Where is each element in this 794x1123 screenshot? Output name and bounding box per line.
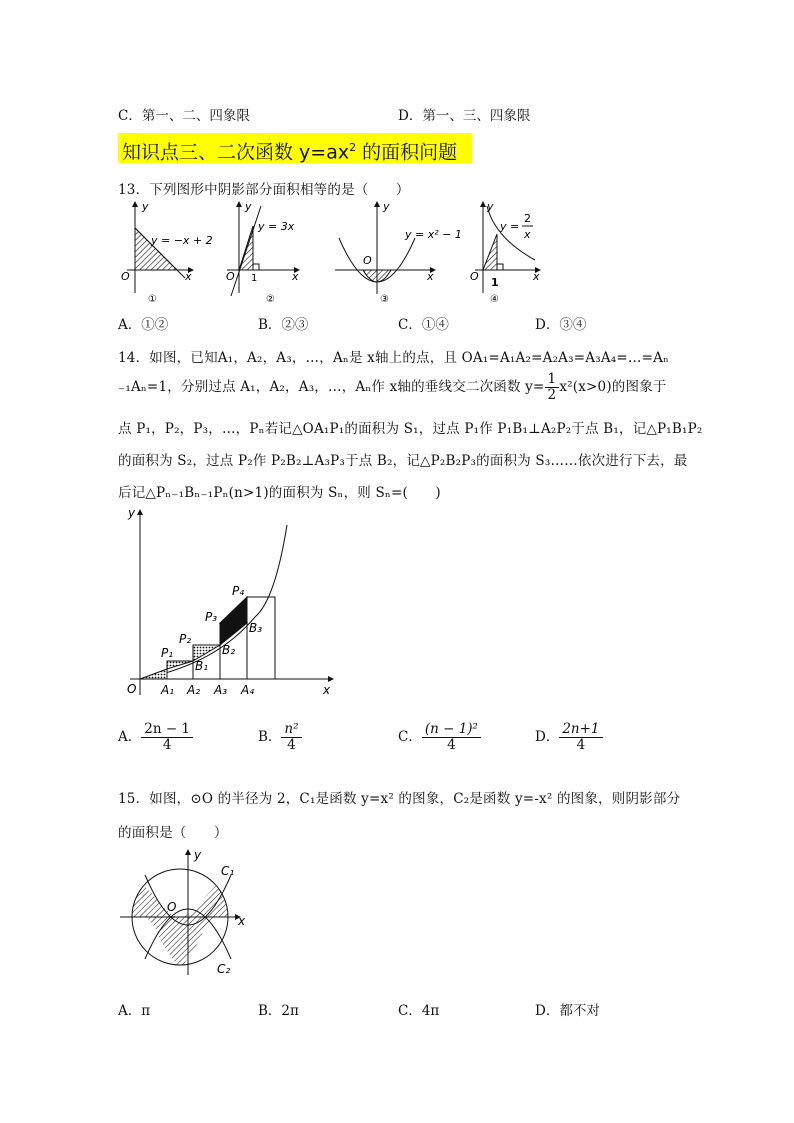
q13-stem: 13．下列图形中阴影部分面积相等的是（ ） bbox=[118, 182, 410, 198]
q13-fig3 bbox=[335, 200, 462, 305]
fig1-number: ① bbox=[148, 294, 157, 305]
q15-line2: 的面积是（ ） bbox=[118, 825, 228, 841]
svg-text:C₁: C₁ bbox=[221, 864, 235, 878]
svg-text:O: O bbox=[470, 270, 479, 283]
q14-line2: ₋₁Aₙ=1，分别过点 A₁，A₂，A₃，…，Aₙ作 x轴的垂线交二次函数 y= $\frac{1}{2}$ x²(x>0)的图象于 bbox=[118, 371, 667, 403]
fig1-origin-label: O bbox=[121, 270, 130, 283]
q13-fig4 bbox=[470, 200, 540, 305]
fig1-x-label: x bbox=[185, 270, 192, 283]
svg-text:x: x bbox=[427, 270, 434, 283]
svg-text:y: y bbox=[194, 848, 202, 862]
q14-figure bbox=[115, 505, 340, 700]
q12-option-c: C．第一、二、四象限 bbox=[118, 108, 250, 124]
svg-text:P₁: P₁ bbox=[161, 646, 174, 660]
svg-text:P₃: P₃ bbox=[205, 610, 218, 624]
fig1-y-label: y bbox=[142, 200, 149, 213]
svg-text:x: x bbox=[292, 270, 299, 283]
svg-text:x: x bbox=[533, 270, 540, 283]
svg-text:C₂: C₂ bbox=[217, 962, 231, 976]
svg-text:P₄: P₄ bbox=[232, 584, 245, 598]
q14-line1: 14．如图，已知A₁，A₂，A₃，…，Aₙ是 x轴上的点，且 OA₁=A₁A₂=A₂A₃=A₃A₄=…=Aₙ bbox=[118, 350, 670, 366]
q13-option-a: A．①② bbox=[118, 317, 169, 333]
svg-text:O: O bbox=[363, 254, 372, 267]
q13-fig1 bbox=[121, 200, 213, 305]
q14-option-c: C． $\frac{\text{(n − 1)²}}{4}$ bbox=[398, 722, 481, 753]
svg-text:y =: y = bbox=[500, 220, 520, 233]
fig2-tick-1: 1 bbox=[251, 273, 258, 284]
q14-line4: 的面积为 S₂，过点 P₂作 P₂B₂⊥A₃P₃于点 B₂，记△P₂B₂P₃的面积为 S₃……依次进行下去，最 bbox=[118, 453, 688, 469]
fig4-tick-1: 1 bbox=[491, 276, 499, 289]
svg-text:A₁: A₁ bbox=[161, 683, 175, 697]
svg-text:2: 2 bbox=[524, 212, 531, 225]
svg-text:B₁: B₁ bbox=[195, 659, 209, 673]
fig2-number: ② bbox=[266, 294, 275, 305]
svg-text:O: O bbox=[226, 270, 235, 283]
q13-fig2 bbox=[226, 200, 299, 305]
q13-option-b: B．②③ bbox=[258, 317, 309, 333]
svg-text:x: x bbox=[524, 228, 531, 241]
svg-text:y: y bbox=[487, 200, 494, 213]
q14-option-b: B． $\frac{\text{n²}}{4}$ bbox=[258, 722, 302, 753]
svg-text:y: y bbox=[383, 200, 390, 213]
q12-option-d: D．第一、三、四象限 bbox=[398, 108, 531, 124]
svg-text:O: O bbox=[167, 900, 177, 914]
q14-line5: 后记△Pₙ₋₁Bₙ₋₁Pₙ(n>1)的面积为 Sₙ，则 Sₙ=( ) bbox=[118, 485, 441, 501]
fig3-number: ③ bbox=[380, 294, 389, 305]
svg-text:y: y bbox=[245, 200, 252, 213]
svg-text:A₄: A₄ bbox=[241, 683, 255, 697]
fig3-equation: y = x² − 1 bbox=[405, 228, 462, 241]
q15-option-a: A．π bbox=[118, 1003, 151, 1019]
q15-figure bbox=[115, 845, 255, 980]
q14-option-d: D． $\frac{2n+1}{4}$ bbox=[535, 722, 603, 753]
q13-option-c: C．①④ bbox=[398, 317, 449, 333]
svg-text:A₂: A₂ bbox=[187, 683, 201, 697]
q13-option-d: D．③④ bbox=[535, 317, 587, 333]
q14-line3: 点 P₁，P₂，P₃，…，Pₙ若记△OA₁P₁的面积为 S₁，过点 P₁作 P₁B₁⊥A₂P₂于点 B₁，记△P₁B₁P₂ bbox=[118, 421, 703, 437]
q15-option-b: B．2π bbox=[258, 1003, 299, 1019]
svg-text:x: x bbox=[323, 683, 331, 697]
svg-text:y: y bbox=[128, 506, 136, 520]
svg-text:P₂: P₂ bbox=[179, 632, 192, 646]
svg-text:O: O bbox=[127, 682, 137, 696]
fig4-number: ④ bbox=[490, 294, 499, 305]
fig1-equation: y = −x + 2 bbox=[151, 234, 213, 247]
svg-text:A₃: A₃ bbox=[214, 683, 228, 697]
svg-text:x: x bbox=[238, 914, 246, 928]
section-heading: 知识点三、二次函数 $y=ax^2$ 的面积问题 bbox=[118, 133, 472, 163]
svg-text:B₂: B₂ bbox=[222, 643, 236, 657]
fig2-equation: y = 3x bbox=[258, 220, 295, 233]
q13-figures bbox=[115, 198, 555, 308]
q15-line1: 15．如图，⊙O 的半径为 2，C₁是函数 y=x² 的图象，C₂是函数 y=-x² 的图象，则阴影部分 bbox=[118, 791, 681, 807]
q14-option-a: A． $\frac{2n - 1}{4}$ bbox=[118, 722, 193, 753]
q15-option-d: D．都不对 bbox=[535, 1003, 600, 1019]
q15-option-c: C．4π bbox=[398, 1003, 440, 1019]
svg-text:B₃: B₃ bbox=[249, 621, 263, 635]
